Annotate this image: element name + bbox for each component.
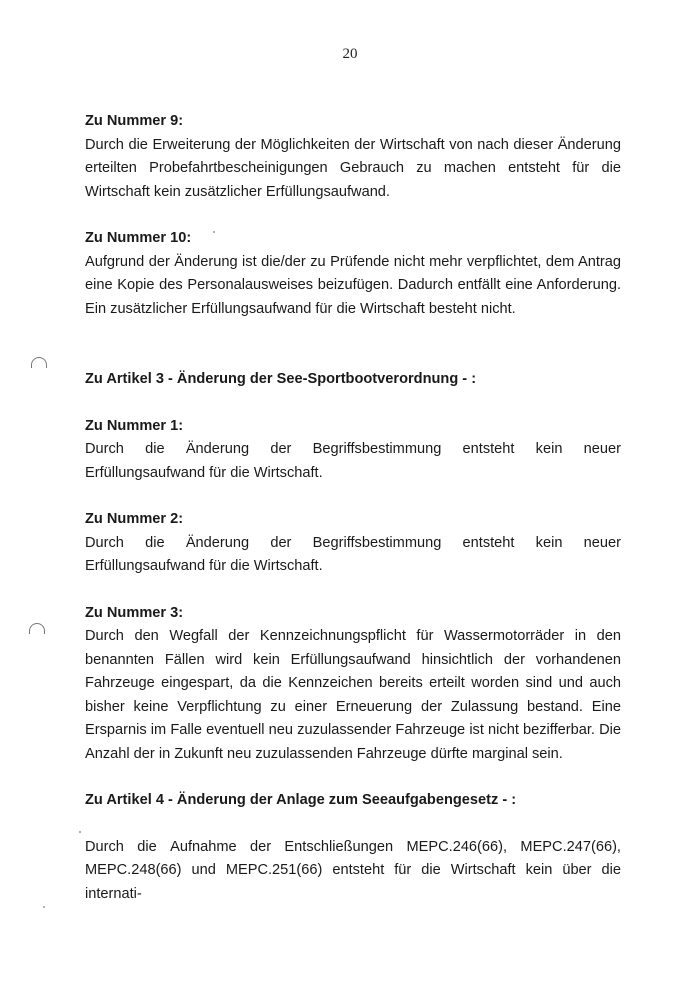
margin-punch-mark-bottom [29,623,45,634]
word: die [137,838,157,855]
scan-speck [43,906,45,908]
section-text-artikel-4-line2: MEPC.248(66) und MEPC.251(66) entsteht für die Wirtschaft kein über die internati- [85,862,621,902]
section-text-artikel-4-line1 [85,836,621,860]
section-text-nummer-3: Durch den Wegfall der Kennzeichnungspflicht für Wassermotorräder in den benannten Fällen wird kein Erfüllungsaufwand hinsichtlich der vorhandenen Fahrzeuge eingespart, da die Kennzeichen bereits erteilt worden sind und auch bisher keine Verpflichtung zu einer Erneuerung der Zulassung bestand. Eine Ersparnis im Falle eventuell neu zuzulassender Fahrzeuge ist nicht bezifferbar. Die Anzahl der in Zukunft neu zuzulassenden Fahrzeuge dürfte marginal sein. [85,628,621,762]
scan-speck [79,831,81,833]
word: MEPC.246(66), [406,838,508,855]
article-heading-4: Zu Artikel 4 - Änderung der Anlage zum Seeaufgabengesetz - : [85,792,517,808]
article-heading-3: Zu Artikel 3 - Änderung der See-Sportbootverordnung - : [85,371,477,387]
section-heading-nummer-9: Zu Nummer 9: [85,113,184,129]
word: Durch [85,838,124,855]
document-body [85,110,621,906]
section-text-nummer-2: Durch die Änderung der Begriffsbestimmung entsteht kein neuer Erfüllungsaufwand für die Wirtschaft. [85,534,621,574]
section-heading-nummer-10: Zu Nummer 10: [85,230,192,246]
section-text-nummer-10: Aufgrund der Änderung ist die/der zu Prüfende nicht mehr verpflichtet, dem Antrag eine Kopie des Personalausweises beizufügen. Dadurch entfällt eine Anforderung. Ein zusätzlicher Erfüllungsaufwand für die Wirtschaft besteht nicht. [85,253,621,317]
section-text-nummer-1: Durch die Änderung der Begriffsbestimmung entsteht kein neuer Erfüllungsaufwand für die Wirtschaft. [85,441,621,481]
page-number: 20 [342,46,358,62]
margin-punch-mark-top [31,357,47,368]
word: MEPC.247(66), [520,838,621,855]
section-heading-nummer-3: Zu Nummer 3: [85,604,184,621]
section-heading-nummer-1: Zu Nummer 1: [85,417,184,434]
word: Entschließungen [284,838,394,855]
section-heading-nummer-2: Zu Nummer 2: [85,511,184,527]
section-text-nummer-9: Durch die Erweiterung der Möglichkeiten der Wirtschaft von nach dieser Änderung erteilten Probefahrtbescheinigungen Gebrauch zu machen entsteht für die Wirtschaft kein zusätzlicher Erfüllungsaufwand. [85,136,621,200]
word: Aufnahme [170,838,237,855]
word: der [249,838,272,855]
